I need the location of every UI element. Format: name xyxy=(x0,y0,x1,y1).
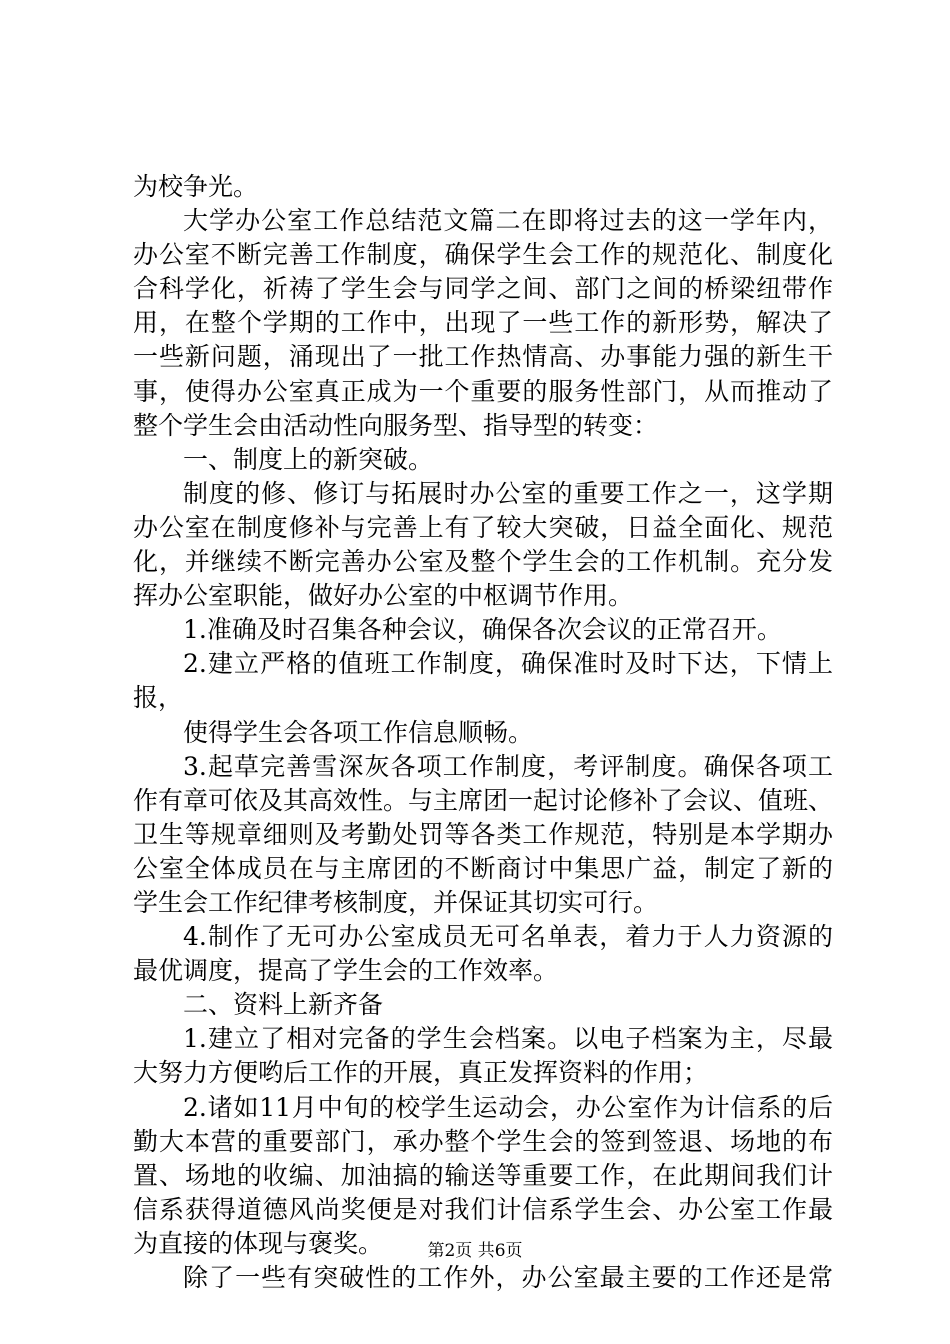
text-line: 一、制度上的新突破。 xyxy=(183,444,434,474)
text-line: 使得学生会各项工作信息顺畅。 xyxy=(183,717,534,747)
text-line: 作有章可依及其高效性。与主席团一起讨论修补了会议、值班、 xyxy=(133,785,833,815)
text-line: 挥办公室职能，做好办公室的中枢调节作用。 xyxy=(133,581,634,611)
text-line: 信系获得道德风尚奖便是对我们计信系学生会、办公室工作最 xyxy=(133,1194,833,1224)
text-line: 置、场地的收编、加油搞的输送等重要工作，在此期间我们计 xyxy=(133,1160,833,1190)
text-line: 一些新问题，涌现出了一批工作热情高、办事能力强的新生干 xyxy=(133,342,833,372)
text-line: 为直接的体现与褒奖。 xyxy=(133,1228,384,1258)
text-line: 二、资料上新齐备 xyxy=(183,990,384,1020)
text-line: 办公室在制度修补与完善上有了较大突破，日益全面化、规范 xyxy=(133,512,833,542)
page-footer: 第2页 共6页 xyxy=(427,1241,523,1261)
text-line: 制度的修、修订与拓展时办公室的重要工作之一，这学期 xyxy=(183,478,833,508)
text-line: 最优调度，提高了学生会的工作效率。 xyxy=(133,956,559,986)
text-line: 勤大本营的重要部门，承办整个学生会的签到签退、场地的布 xyxy=(133,1126,833,1156)
text-line: 大学办公室工作总结范文篇二在即将过去的这一学年内， xyxy=(183,206,833,236)
text-line: 卫生等规章细则及考勤处罚等各类工作规范，特别是本学期办 xyxy=(133,819,833,849)
text-line: 合科学化，祈祷了学生会与同学之间、部门之间的桥梁纽带作 xyxy=(133,274,833,304)
text-line: 事，使得办公室真正成为一个重要的服务性部门，从而推动了 xyxy=(133,376,833,406)
text-line: 除了一些有突破性的工作外，办公室最主要的工作还是常 xyxy=(183,1263,833,1292)
text-line: 2.诸如11月中旬的校学生运动会，办公室作为计信系的后 xyxy=(183,1092,833,1122)
text-line: 1.准确及时召集各种会议，确保各次会议的正常召开。 xyxy=(183,615,782,645)
text-line: 用，在整个学期的工作中，出现了一些工作的新形势，解决了 xyxy=(133,308,833,338)
text-line: 4.制作了无可办公室成员无可名单表，着力于人力资源的 xyxy=(183,922,833,952)
text-line: 办公室不断完善工作制度，确保学生会工作的规范化、制度化 xyxy=(133,240,833,270)
text-line: 大努力方便哟后工作的开展，真正发挥资料的作用； xyxy=(133,1058,709,1088)
text-line: 1.建立了相对完备的学生会档案。以电子档案为主，尽最 xyxy=(183,1024,833,1054)
document-body xyxy=(133,170,833,1295)
text-line: 2.建立严格的值班工作制度，确保准时及时下达，下情上 xyxy=(183,649,833,679)
text-line: 报， xyxy=(133,683,184,713)
text-line: 3.起草完善雪深灰各项工作制度，考评制度。确保各项工 xyxy=(183,751,833,781)
text-line: 为校争光。 xyxy=(133,172,259,201)
text-line: 化，并继续不断完善办公室及整个学生会的工作机制。充分发 xyxy=(133,547,833,577)
text-line: 学生会工作纪律考核制度，并保证其切实可行。 xyxy=(133,887,659,917)
text-line: 整个学生会由活动性向服务型、指导型的转变： xyxy=(133,410,659,440)
text-line: 公室全体成员在与主席团的不断商讨中集思广益，制定了新的 xyxy=(133,853,833,883)
